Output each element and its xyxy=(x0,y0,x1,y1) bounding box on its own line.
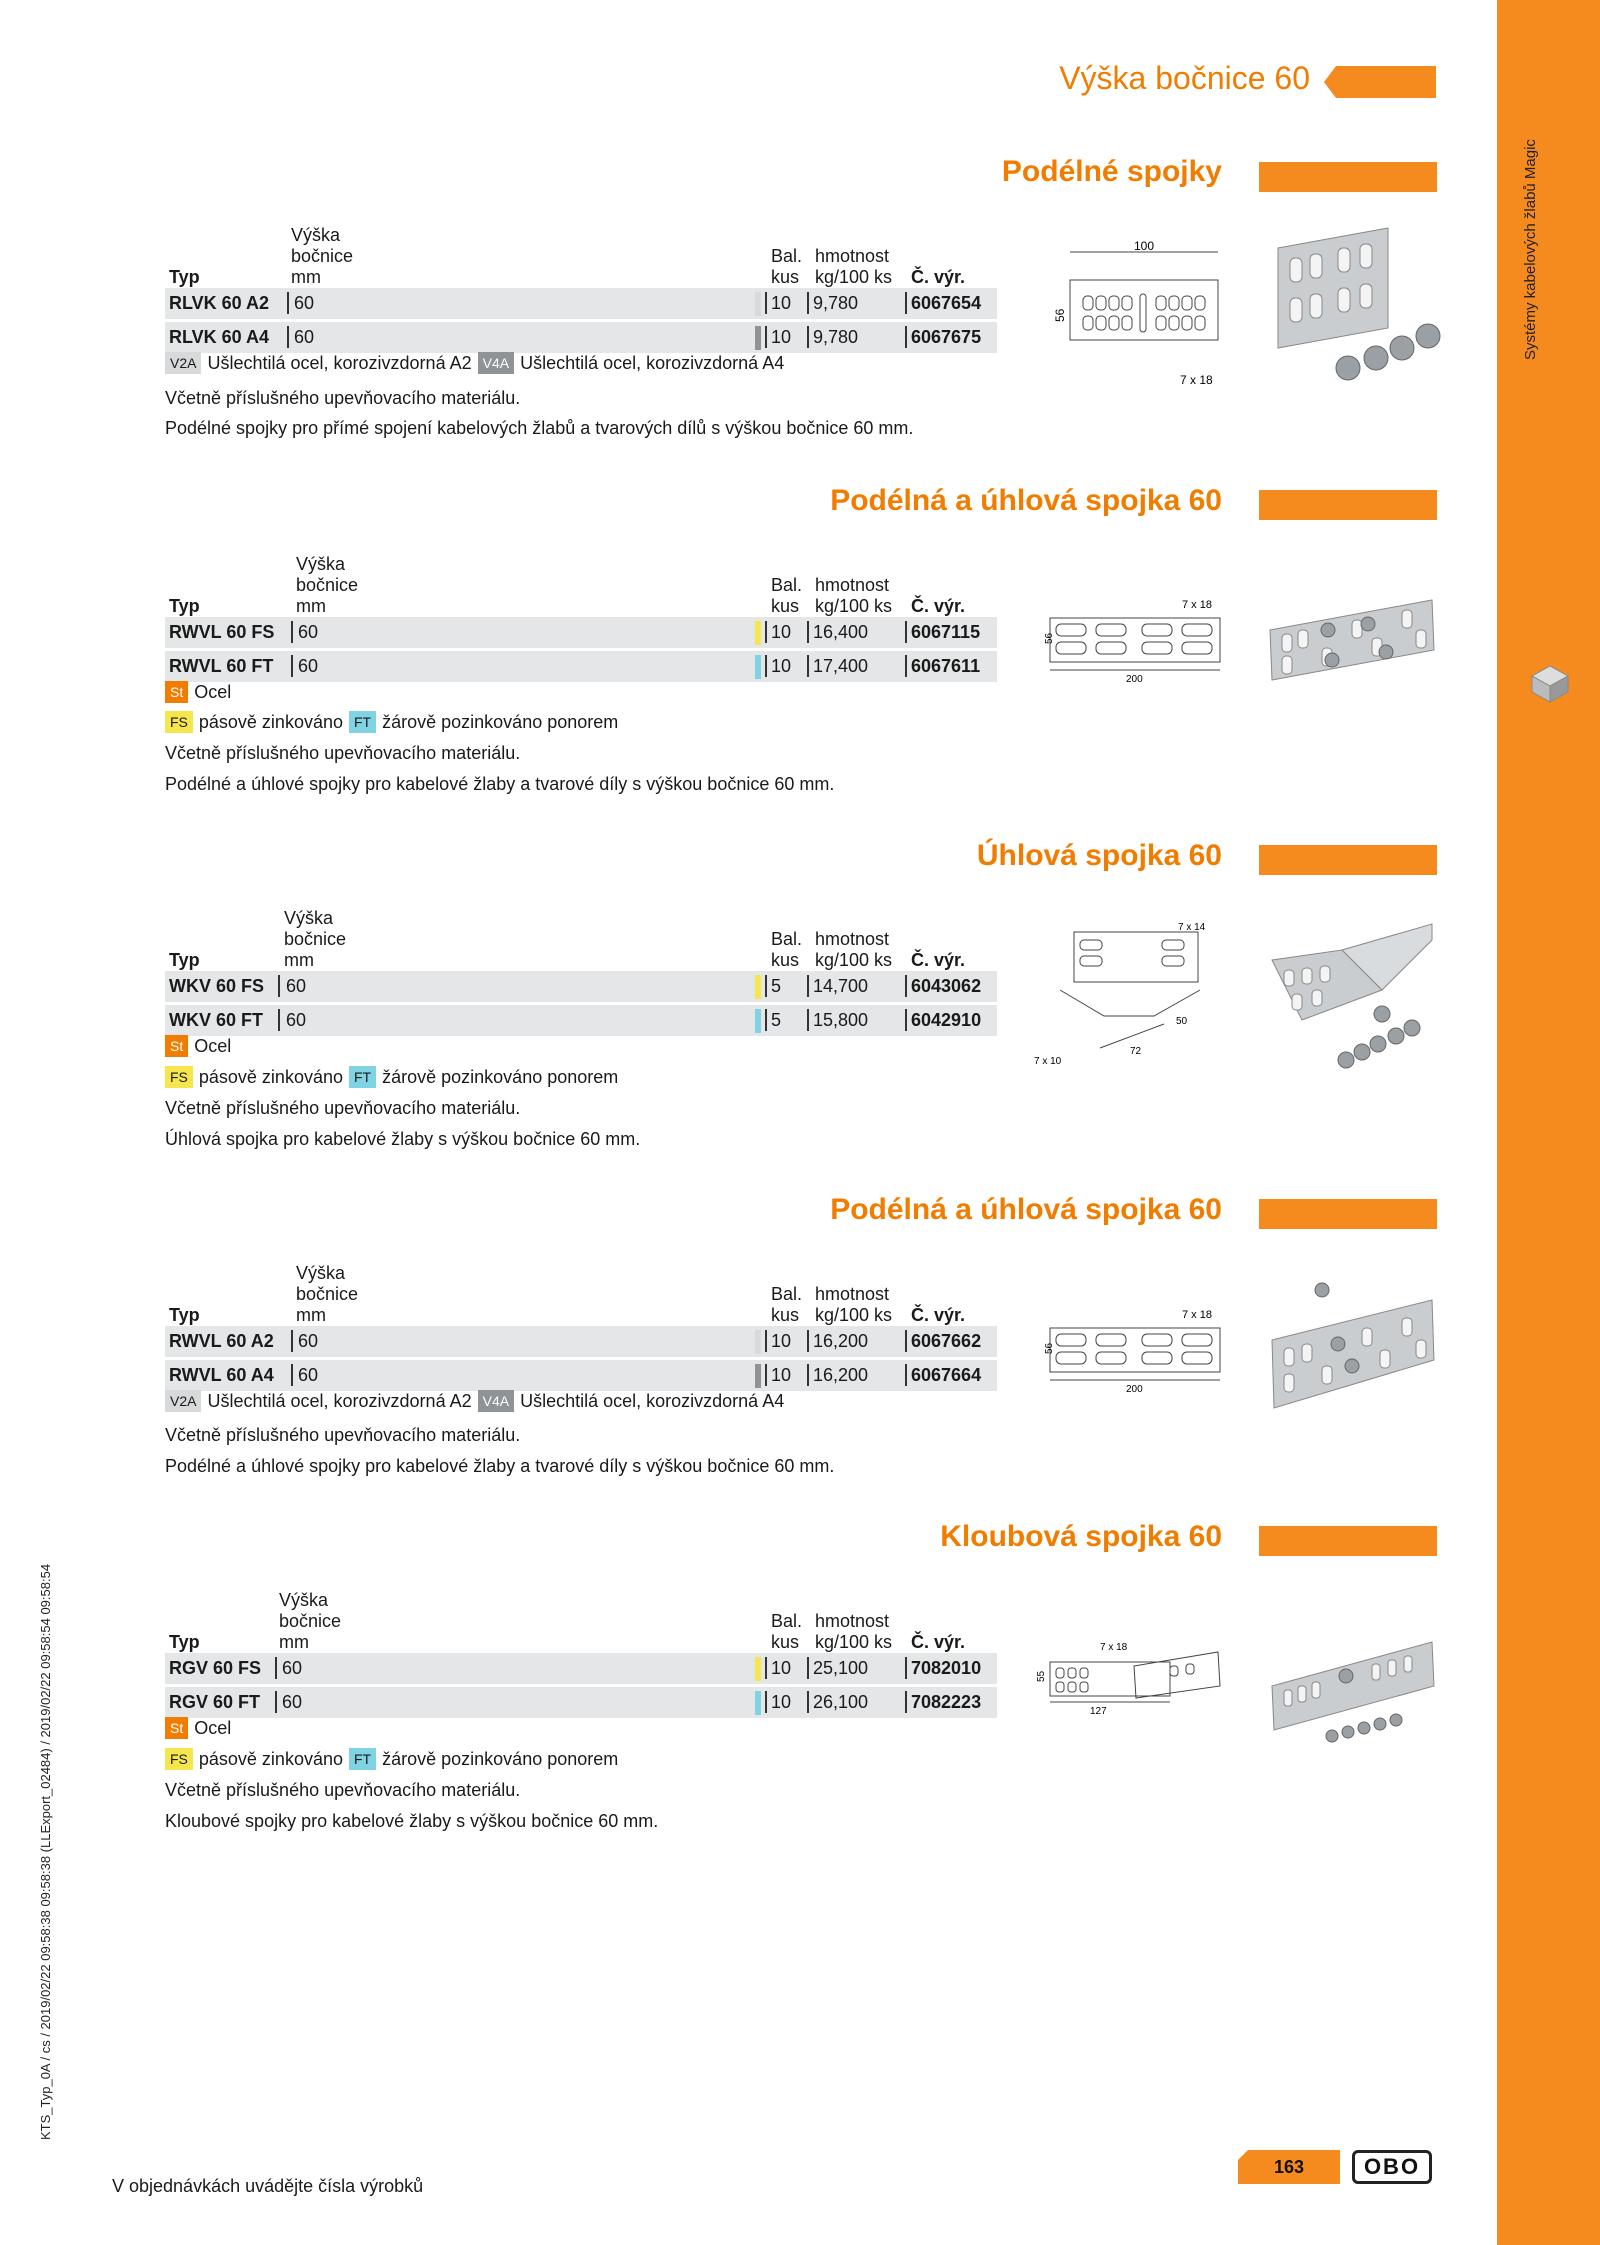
svg-text:7 x 18: 7 x 18 xyxy=(1182,1309,1212,1321)
material-legend: V2A Ušlechtilá ocel, korozivzdorná A2 V4A Ušlechtilá ocel, korozivzdorná A4 xyxy=(165,352,784,374)
article-number: 6067611 xyxy=(911,656,981,676)
badge-st: St xyxy=(165,681,188,703)
article-number: 6042910 xyxy=(911,1010,982,1030)
table-row: RLVK 60 A2 60 10 9,780 6067654 xyxy=(165,288,997,319)
table-header xyxy=(165,222,997,288)
badge-ft: FT xyxy=(349,1066,376,1088)
badge-fs: FS xyxy=(165,711,193,733)
description: Kloubové spojky pro kabelové žlaby s výškou bočnice 60 mm. xyxy=(165,1811,659,1831)
note: Včetně příslušného upevňovacího materiálu. xyxy=(165,743,521,763)
print-meta: KTS_Typ_0A / cs / 2019/02/22 09:58:38 09:58:38 (LLExport_02484) / 2019/02/22 09:58:54 09:58:54 xyxy=(38,1563,53,2140)
section-title: Kloubová spojka 60 xyxy=(940,1520,1222,1553)
svg-text:56: 56 xyxy=(1044,1342,1055,1354)
title-bar xyxy=(1259,1526,1437,1556)
badge-v2a: V2A xyxy=(165,1390,201,1412)
material-legend: St Ocel xyxy=(165,1717,231,1739)
badge-v4a: V4A xyxy=(478,1390,514,1412)
table-header: Typ Výška bočnice mm Bal. kus hmotnost kg/100 ks Č. výr. xyxy=(169,1590,966,1652)
badge-ft: FT xyxy=(349,711,376,733)
sidebar-label: Systémy kabelových žlabů Magic xyxy=(1522,139,1539,360)
product-table xyxy=(165,222,997,356)
col-bal: Bal. kus xyxy=(771,246,803,287)
col-typ: Typ xyxy=(169,267,200,287)
material-legend: St Ocel xyxy=(165,1035,231,1057)
svg-text:72: 72 xyxy=(1130,1046,1142,1057)
section-title: Úhlová spojka 60 xyxy=(976,839,1222,872)
table-row: RWVL 60 FT 60 10 17,400 6067611 xyxy=(165,651,997,682)
product-photo xyxy=(1262,1616,1442,1756)
svg-text:55: 55 xyxy=(1036,1670,1047,1682)
product-photo xyxy=(1262,590,1442,700)
table-row: RGV 60 FS 60 10 25,100 7082010 xyxy=(165,1653,997,1684)
product-photo xyxy=(1262,910,1442,1080)
svg-text:200: 200 xyxy=(1126,1384,1143,1395)
technical-drawing xyxy=(1040,1306,1230,1396)
svg-text:56: 56 xyxy=(1053,308,1067,322)
svg-text:56: 56 xyxy=(1044,632,1055,644)
col-vyska: Výška bočnice mm xyxy=(291,225,354,287)
finish-legend: FS pásově zinkováno FT žárově pozinkováno ponorem xyxy=(165,1066,618,1088)
note: Včetně příslušného upevňovacího materiálu. xyxy=(165,1425,521,1445)
badge-ft: FT xyxy=(349,1748,376,1770)
technical-drawing xyxy=(1030,916,1230,1076)
header-tab xyxy=(1324,66,1436,98)
footer-note: V objednávkách uvádějte čísla výrobků xyxy=(112,2176,424,2196)
note: Včetně příslušného upevňovacího materiálu. xyxy=(165,1098,521,1118)
svg-text:7 x 18: 7 x 18 xyxy=(1100,1642,1128,1653)
note: Včetně příslušného upevňovacího materiálu. xyxy=(165,388,521,408)
table-row: RWVL 60 FS 60 10 16,400 6067115 xyxy=(165,617,997,648)
svg-text:7 x 14: 7 x 14 xyxy=(1178,922,1206,933)
article-number: 6067115 xyxy=(911,622,981,642)
finish-legend: FS pásově zinkováno FT žárově pozinkováno ponorem xyxy=(165,1748,618,1770)
description: Podélné a úhlové spojky pro kabelové žlaby a tvarové díly s výškou bočnice 60 mm. xyxy=(165,774,835,794)
svg-text:127: 127 xyxy=(1090,1706,1107,1716)
material-legend: V2A Ušlechtilá ocel, korozivzdorná A2 V4A Ušlechtilá ocel, korozivzdorná A4 xyxy=(165,1390,784,1412)
badge-v4a: V4A xyxy=(478,352,514,374)
table-row: WKV 60 FT 60 5 15,800 6042910 xyxy=(165,1005,997,1036)
sidebar-band xyxy=(1497,0,1600,2245)
section-title: Podélná a úhlová spojka 60 xyxy=(830,484,1222,517)
badge-v2a: V2A xyxy=(165,352,201,374)
page-header: Výška bočnice 60 xyxy=(1059,60,1310,96)
badge-st: St xyxy=(165,1035,188,1057)
title-bar xyxy=(1259,162,1437,192)
table-row: RLVK 60 A4 60 10 9,780 6067675 xyxy=(165,322,997,353)
cable-tray-icon xyxy=(1528,662,1572,706)
product-photo xyxy=(1262,1270,1442,1420)
section-title: Podélná a úhlová spojka 60 xyxy=(830,1193,1222,1226)
material-legend: St Ocel xyxy=(165,681,231,703)
product-table xyxy=(165,1587,997,1721)
col-hmotnost: hmotnost kg/100 ks xyxy=(815,246,893,287)
table-header: Typ Výška bočnice mm Bal. kus hmotnost kg/100 ks Č. výr. xyxy=(169,908,966,970)
technical-drawing xyxy=(1040,596,1230,686)
product-table xyxy=(165,551,997,685)
product-table xyxy=(165,905,997,1039)
table-row: WKV 60 FS 60 5 14,700 6043062 xyxy=(165,971,997,1002)
svg-text:200: 200 xyxy=(1126,674,1143,685)
table-row: RWVL 60 A4 60 10 16,200 6067664 xyxy=(165,1360,997,1391)
article-number: 6067654 xyxy=(911,293,982,313)
section-title: Podélné spojky xyxy=(1001,155,1222,188)
title-bar xyxy=(1259,490,1437,520)
svg-text:7 x 18: 7 x 18 xyxy=(1180,373,1213,387)
description: Podélné spojky pro přímé spojení kabelových žlabů a tvarových dílů s výškou bočnice 60 mm. xyxy=(165,418,914,438)
article-number: 7082223 xyxy=(911,1692,982,1712)
svg-text:7 x 18: 7 x 18 xyxy=(1182,599,1212,611)
article-number: 6067675 xyxy=(911,327,982,347)
finish-legend: FS pásově zinkováno FT žárově pozinkováno ponorem xyxy=(165,711,618,733)
badge-fs: FS xyxy=(165,1066,193,1088)
svg-text:100: 100 xyxy=(1134,239,1155,253)
article-number: 6067664 xyxy=(911,1365,982,1385)
product-table xyxy=(165,1260,997,1394)
technical-drawing xyxy=(1030,1636,1230,1716)
page-number: 163 xyxy=(1273,2157,1305,2177)
article-number: 6043062 xyxy=(911,976,982,996)
table-row: RGV 60 FT 60 10 26,100 7082223 xyxy=(165,1687,997,1718)
svg-text:7 x 10: 7 x 10 xyxy=(1034,1056,1062,1067)
table-row: RWVL 60 A2 60 10 16,200 6067662 xyxy=(165,1326,997,1357)
svg-text:50: 50 xyxy=(1176,1016,1188,1027)
product-photo xyxy=(1268,218,1448,398)
description: Podélné a úhlové spojky pro kabelové žlaby a tvarové díly s výškou bočnice 60 mm. xyxy=(165,1456,835,1476)
technical-drawing xyxy=(1038,238,1238,388)
note: Včetně příslušného upevňovacího materiálu. xyxy=(165,1780,521,1800)
title-bar xyxy=(1259,1199,1437,1229)
title-bar xyxy=(1259,845,1437,875)
table-header: Typ Výška bočnice mm Bal. kus hmotnost kg/100 ks Č. výr. xyxy=(169,554,966,616)
table-header: Typ Výška bočnice mm Bal. kus hmotnost kg/100 ks Č. výr. xyxy=(169,1263,966,1325)
article-number: 7082010 xyxy=(911,1658,982,1678)
badge-st: St xyxy=(165,1717,188,1739)
description: Úhlová spojka pro kabelové žlaby s výškou bočnice 60 mm. xyxy=(165,1129,641,1149)
col-cislo: Č. výr. xyxy=(911,267,966,287)
article-number: 6067662 xyxy=(911,1331,982,1351)
badge-fs: FS xyxy=(165,1748,193,1770)
obo-logo: OBO xyxy=(1352,2150,1432,2184)
